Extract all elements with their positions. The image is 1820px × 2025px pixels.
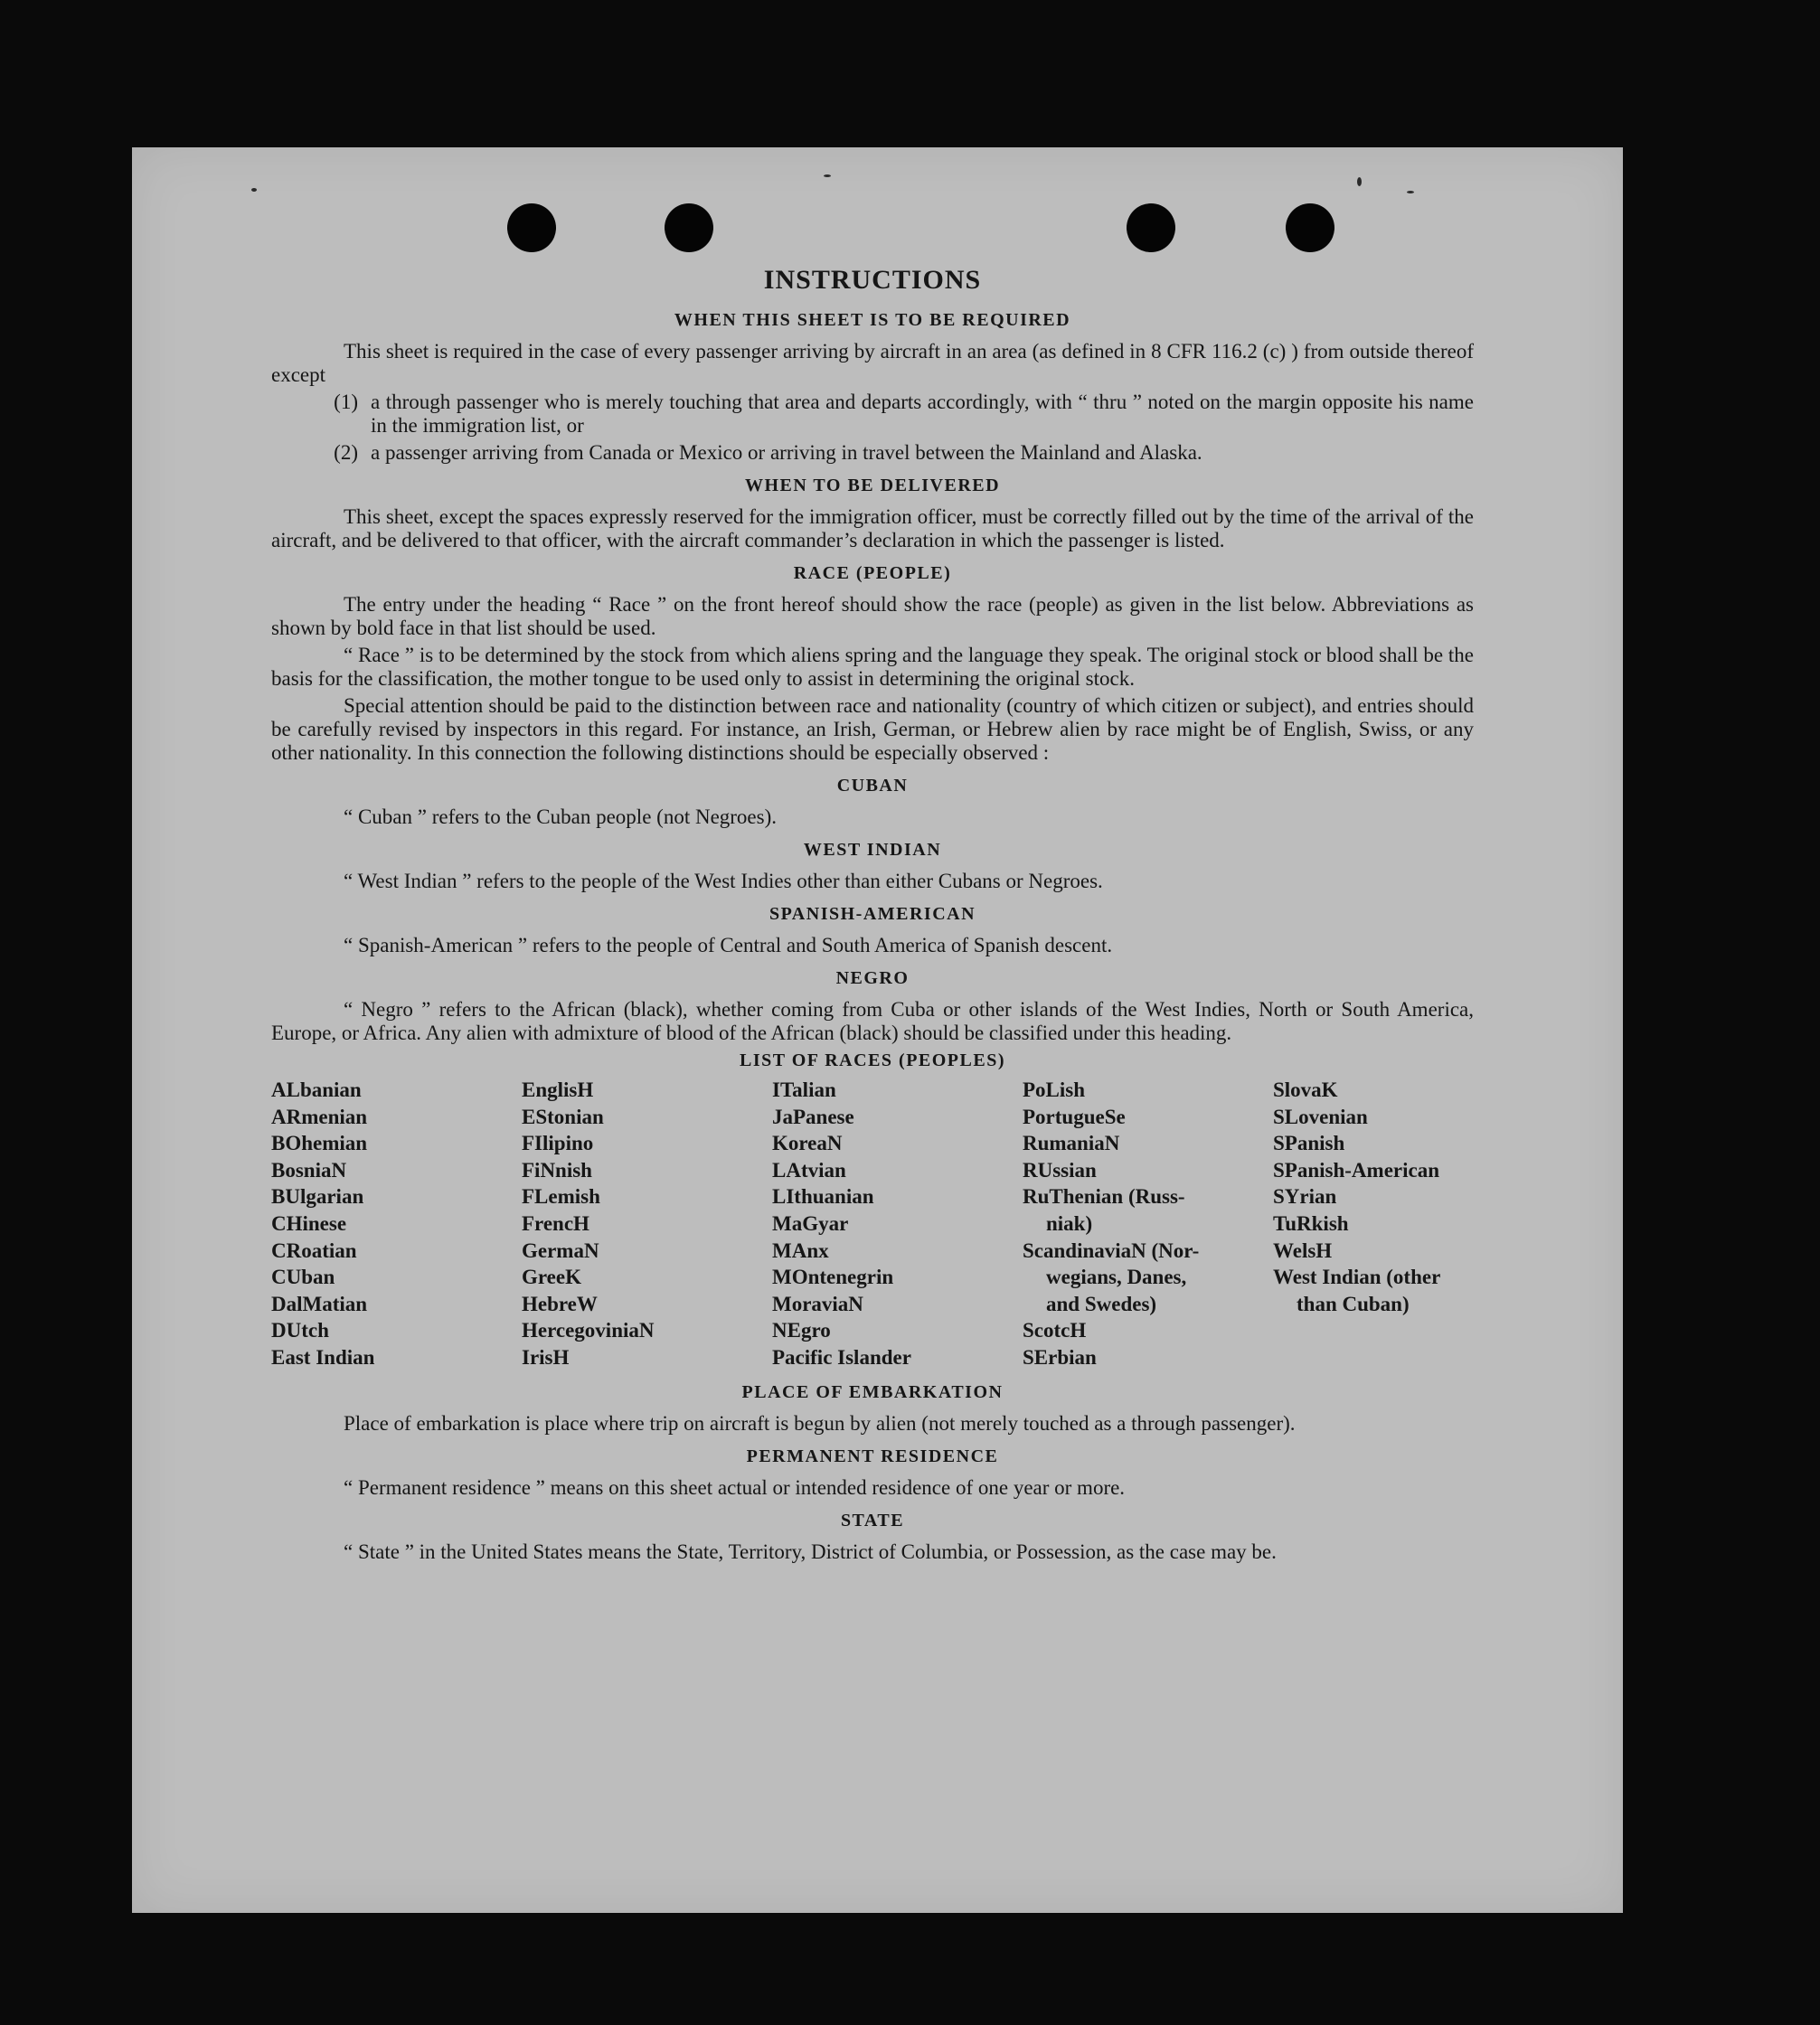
race-entry: ITalian [772, 1078, 836, 1101]
document-sheet [132, 147, 1623, 1913]
race-entry: RUssian [1023, 1158, 1097, 1182]
exception-number: (1) [334, 391, 358, 413]
race-entry: GermaN [522, 1239, 599, 1262]
race-entry: than Cuban) [1297, 1292, 1410, 1315]
paper-speck [824, 174, 831, 177]
race-entry: CHinese [271, 1211, 347, 1235]
race-entry: ARmenian [271, 1105, 368, 1128]
race-entry: WelsH [1273, 1239, 1333, 1262]
races-column-5 [1273, 1077, 1474, 1371]
race-entry: RumaniaN [1023, 1132, 1120, 1155]
race-entry: SErbian [1023, 1345, 1097, 1369]
cuban-definition: “ Cuban ” refers to the Cuban people (not Negroes). [344, 805, 778, 828]
punch-hole-1 [507, 203, 556, 252]
race-entry: niak) [1046, 1211, 1093, 1235]
race-entry: MoraviaN [772, 1292, 863, 1315]
instructions-content [271, 265, 1474, 1568]
paper-speck [251, 188, 257, 192]
race-entry: MaGyar [772, 1211, 849, 1235]
race-entry: West Indian (other [1273, 1266, 1441, 1289]
embarkation-definition: Place of embarkation is place where trip on aircraft is begun by alien (not merely touched as a through passenger). [344, 1411, 1296, 1435]
exception-text: a passenger arriving from Canada or Mexico or arriving in travel between the Mainland and Alaska. [371, 441, 1202, 464]
heading-negro: NEGRO [835, 968, 910, 988]
race-entry: FrencH [522, 1211, 589, 1235]
race-entry: HebreW [522, 1292, 598, 1315]
race-entry: MAnx [772, 1239, 829, 1262]
page-title: INSTRUCTIONS [763, 265, 982, 295]
races-column-3 [772, 1077, 1023, 1371]
exception-item-1 [271, 391, 1474, 438]
heading-cuban: CUBAN [836, 776, 909, 796]
spanish-american-definition: “ Spanish-American ” refers to the people of Central and South America of Spanish descent. [344, 934, 1113, 956]
race-entry: JaPanese [772, 1105, 854, 1128]
race-entry: HercegoviniaN [522, 1319, 655, 1342]
heading-west-indian: WEST INDIAN [803, 840, 942, 860]
race-entry: BUlgarian [271, 1185, 364, 1209]
race-entry: IrisH [522, 1345, 570, 1369]
punch-hole-2 [665, 203, 713, 252]
paper-speck [1357, 177, 1362, 186]
race-entry: BOhemian [271, 1132, 368, 1155]
race-entry: TuRkish [1273, 1211, 1349, 1235]
race-entry: FIlipino [522, 1132, 594, 1155]
races-column-4 [1023, 1077, 1273, 1371]
race-entry: RuThenian (Russ- [1023, 1185, 1185, 1209]
race-entry: PortugueSe [1023, 1105, 1126, 1128]
race-entry: MOntenegrin [772, 1266, 894, 1289]
race-entry: PoLish [1023, 1078, 1086, 1101]
race-entry: SYrian [1273, 1185, 1337, 1209]
race-entry: DalMatian [271, 1292, 368, 1315]
races-column-1 [271, 1077, 522, 1371]
race-entry: ScandinaviaN (Nor- [1023, 1239, 1200, 1262]
race-entry: GreeK [522, 1266, 581, 1289]
heading-residence: PERMANENT RESIDENCE [746, 1446, 999, 1466]
race-entry: BosniaN [271, 1158, 347, 1182]
race-entry: EnglisH [522, 1078, 594, 1101]
negro-definition: “ Negro ” refers to the African (black), whether coming from Cuba or other islands of the West Indies, North or South America, Europe, or Africa. Any alien with admixture of blood of the African (black) should be classified under this heading. [271, 998, 1474, 1044]
exception-item-2 [271, 441, 1474, 465]
heading-spanish-american: SPANISH-AMERICAN [769, 904, 976, 924]
race-entry: ScotcH [1023, 1319, 1087, 1342]
heading-when-delivered: WHEN TO BE DELIVERED [744, 476, 1001, 495]
race-entry: FiNnish [522, 1158, 592, 1182]
race-entry: CUban [271, 1266, 335, 1289]
west-indian-definition: “ West Indian ” refers to the people of the West Indies other than either Cubans or Negroes. [344, 870, 1103, 892]
race-entry: SlovaK [1273, 1078, 1338, 1101]
race-entry: SPanish [1273, 1132, 1345, 1155]
race-entry: NEgro [772, 1319, 831, 1342]
race-entry: ALbanian [271, 1078, 362, 1101]
exception-text: a through passenger who is merely touching that area and departs accordingly, with “ thru ” noted on the margin opposite his name in the immigration list, or [371, 391, 1474, 437]
heading-when-required: WHEN THIS SHEET IS TO BE REQUIRED [674, 310, 1071, 330]
races-column-2 [522, 1077, 772, 1371]
state-definition: “ State ” in the United States means the State, Territory, District of Columbia, or Possession, as the case may be. [344, 1540, 1277, 1563]
race-entry: and Swedes) [1046, 1292, 1157, 1315]
race-entry: LIthuanian [772, 1185, 874, 1209]
race-entry: DUtch [271, 1319, 329, 1342]
paper-speck [1407, 191, 1414, 193]
heading-list-of-races: LIST OF RACES (PEOPLES) [739, 1050, 1005, 1070]
when-delivered-text: This sheet, except the spaces expressly reserved for the immigration officer, must be correctly filled out by the time of the arrival of the aircraft, and be delivered to that officer, with the aircraft commander’s declaration in which the passenger is listed. [271, 505, 1474, 551]
race-paragraph-3: Special attention should be paid to the distinction between race and nationality (country of which citizen or subject), and entries should be carefully revised by inspectors in this regard. For instance, an Irish, German, or Hebrew alien by race might be of English, Swiss, or any other nationality. In this connection the following distinctions should be especially observed : [271, 694, 1474, 764]
heading-race: RACE (PEOPLE) [793, 563, 952, 583]
race-entry: FLemish [522, 1185, 600, 1209]
punch-hole-3 [1127, 203, 1175, 252]
exception-number: (2) [334, 441, 358, 464]
race-entry: CRoatian [271, 1239, 357, 1262]
race-entry: wegians, Danes, [1046, 1266, 1187, 1289]
residence-definition: “ Permanent residence ” means on this sheet actual or intended residence of one year or more. [344, 1475, 1126, 1499]
race-paragraph-1: The entry under the heading “ Race ” on the front hereof should show the race (people) as given in the list below. Abbreviations as shown by bold face in that list should be used. [271, 593, 1474, 639]
race-entry: SLovenian [1273, 1105, 1368, 1128]
race-entry: LAtvian [772, 1158, 846, 1182]
race-entry: EStonian [522, 1105, 604, 1128]
races-list [271, 1077, 1474, 1371]
heading-embarkation: PLACE OF EMBARKATION [741, 1381, 1004, 1402]
race-entry: KoreaN [772, 1132, 843, 1155]
when-required-intro: This sheet is required in the case of every passenger arriving by aircraft in an area (as defined in 8 CFR 116.2 (c) ) from outside thereof except [271, 340, 1474, 386]
race-entry: East Indian [271, 1345, 375, 1369]
race-paragraph-2: “ Race ” is to be determined by the stock from which aliens spring and the language they speak. The original stock or blood shall be the basis for the classification, the mother tongue to be used only to assist in determining the original stock. [271, 644, 1474, 690]
race-entry: Pacific Islander [772, 1345, 911, 1369]
heading-state: STATE [840, 1510, 905, 1531]
punch-hole-4 [1286, 203, 1334, 252]
race-entry: SPanish-American [1273, 1158, 1439, 1182]
